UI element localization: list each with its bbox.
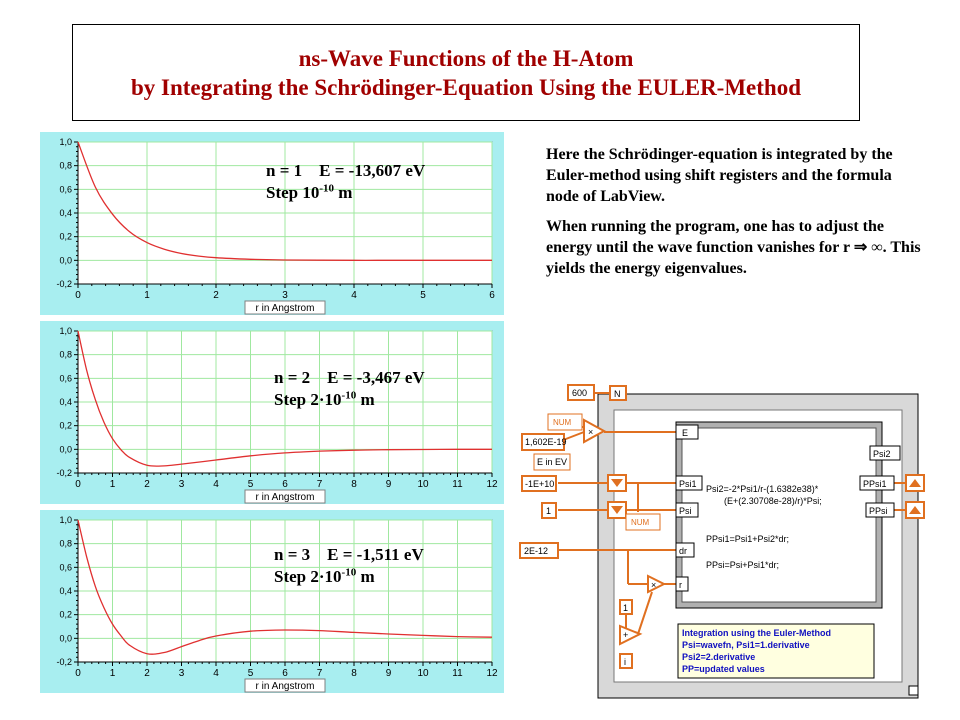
- add-node-text: +: [623, 630, 629, 640]
- x-tick-label: 4: [213, 668, 219, 679]
- labview-diagram: [518, 382, 928, 702]
- plot-n1-step-unit: m: [334, 183, 353, 202]
- y-tick-label: 0,6: [59, 373, 72, 384]
- y-tick-label: 0,4: [59, 208, 72, 218]
- psi1-constant-text: -1E+10: [525, 479, 555, 489]
- y-tick-label: 0,0: [59, 633, 72, 644]
- x-axis-label: r in Angstrom: [255, 492, 315, 503]
- y-tick-label: 0,4: [59, 586, 72, 596]
- x-tick-label: 10: [417, 668, 429, 679]
- plot-n2-label: [274, 367, 425, 411]
- iteration-terminal-text: i: [624, 657, 626, 667]
- title-box: [72, 24, 860, 121]
- x-tick-label: 12: [486, 668, 498, 679]
- y-tick-label: 0,4: [59, 397, 72, 407]
- y-tick-label: -0,2: [56, 279, 72, 289]
- y-tick-label: 0,6: [59, 562, 72, 573]
- formula-line-3: PPsi1=Psi1+Psi2*dr;: [706, 534, 790, 544]
- comment-line-2: Psi=wavefn, Psi1=1.derivative: [682, 640, 810, 650]
- y-tick-label: 1,0: [59, 515, 72, 525]
- ppsi1-output-terminal-text: PPsi1: [863, 479, 887, 489]
- y-tick-label: 0,0: [59, 444, 72, 455]
- psi2-output-terminal-text: Psi2: [873, 449, 891, 459]
- plot-n3-label: [274, 544, 424, 588]
- plot-n3-step-unit: m: [356, 567, 375, 586]
- plot-n3-svg: [40, 510, 504, 693]
- formula-line-4: PPsi=Psi+Psi1*dr;: [706, 560, 780, 570]
- x-tick-label: 0: [75, 290, 81, 301]
- x-tick-label: 2: [144, 479, 150, 490]
- plot-n2-step-unit: m: [356, 390, 375, 409]
- x-tick-label: 6: [282, 479, 288, 490]
- description-para-2: [546, 216, 926, 279]
- y-tick-label: 0,6: [59, 184, 72, 195]
- psi-input-terminal-text: Psi: [679, 506, 692, 516]
- x-tick-label: 8: [351, 668, 357, 679]
- r-input-terminal-text: r: [679, 580, 682, 590]
- comment-line-3: Psi2=2.derivative: [682, 652, 756, 662]
- e-in-ev-text: E in EV: [537, 457, 568, 467]
- plot-n1-energy: E = -13,607 eV: [319, 161, 426, 180]
- x-tick-label: 11: [452, 668, 463, 679]
- x-axis-label: r in Angstrom: [255, 303, 315, 314]
- x-tick-label: 11: [452, 479, 463, 490]
- x-tick-label: 1: [109, 479, 116, 490]
- psi-constant-text: 1: [546, 506, 552, 516]
- comment-line-1: Integration using the Euler-Method: [682, 628, 831, 638]
- multiply-node-r-text: ×: [651, 580, 657, 590]
- one-constant-text: 1: [623, 603, 629, 613]
- iteration-terminal[interactable]: [620, 654, 632, 668]
- x-axis-label: r in Angstrom: [255, 681, 315, 692]
- plot-n3-step: Step 2·10: [274, 567, 342, 586]
- plot-n1-label: [266, 160, 425, 204]
- plot-n1-step: Step 10: [266, 183, 320, 202]
- plot-n3-n: n = 3: [274, 545, 311, 564]
- plot-n3-energy: E = -1,511 eV: [327, 545, 424, 564]
- description-para-1: Here the Schrödinger-equation is integrated by the Euler-method using shift registers and the formula node of LabView.: [546, 146, 893, 205]
- num-indicator-2-text: NUM: [631, 518, 650, 527]
- y-tick-label: 1,0: [59, 326, 72, 336]
- ppsi-output-terminal-text: PPsi: [869, 506, 888, 516]
- x-tick-label: 9: [385, 479, 392, 490]
- comment-line-4: PP=updated values: [682, 664, 765, 674]
- x-tick-label: 8: [351, 479, 357, 490]
- x-tick-label: 5: [420, 290, 426, 301]
- plot-n3: [40, 510, 504, 693]
- x-tick-label: 12: [486, 479, 498, 490]
- dr-input-terminal-text: dr: [679, 546, 688, 556]
- r-input-terminal[interactable]: [676, 577, 688, 591]
- y-tick-label: 0,8: [59, 160, 72, 171]
- x-tick-label: 6: [489, 290, 495, 301]
- num-indicator-1-text: NUM: [553, 418, 572, 427]
- plot-n2-n: n = 2: [274, 368, 311, 387]
- y-tick-label: -0,2: [56, 468, 72, 478]
- x-tick-label: 0: [75, 668, 81, 679]
- description-para-2-suffix: . This yields the energy eigenvalues.: [546, 239, 921, 277]
- y-tick-label: 0,2: [59, 420, 72, 431]
- x-tick-label: 1: [144, 290, 150, 301]
- plot-n1-n: n = 1: [266, 161, 303, 180]
- y-tick-label: 1,0: [59, 137, 72, 147]
- x-tick-label: 6: [282, 668, 288, 679]
- y-tick-label: 0,8: [59, 538, 72, 549]
- plot-n3-step-exp: -10: [341, 566, 357, 579]
- x-tick-label: 3: [178, 668, 185, 679]
- y-tick-label: 0,2: [59, 609, 72, 620]
- description-para-2-prefix: When running the program, one has to adjust the energy until the wave function vanishes for r: [546, 218, 884, 256]
- y-tick-label: -0,2: [56, 657, 72, 667]
- psi1-input-terminal-text: Psi1: [679, 479, 697, 489]
- plot-n2-step: Step 2·10: [274, 390, 342, 409]
- x-tick-label: 4: [351, 290, 357, 301]
- x-tick-label: 2: [144, 668, 150, 679]
- plot-n2-energy: E = -3,467 eV: [327, 368, 425, 387]
- infinity-icon: ∞: [871, 239, 883, 256]
- x-tick-label: 5: [247, 668, 254, 679]
- x-tick-label: 0: [75, 479, 81, 490]
- n-terminal-text: N: [614, 389, 621, 399]
- y-tick-label: 0,0: [59, 255, 72, 266]
- x-tick-label: 3: [282, 290, 288, 301]
- plot-n1: [40, 132, 504, 315]
- x-tick-label: 4: [213, 479, 219, 490]
- n-constant-text: 600: [572, 388, 588, 398]
- plot-n2-step-exp: -10: [341, 389, 357, 402]
- formula-node-inner: [682, 428, 876, 602]
- x-tick-label: 3: [178, 479, 185, 490]
- labview-svg: [518, 382, 928, 702]
- plot-n2: [40, 321, 504, 504]
- x-tick-label: 5: [247, 479, 254, 490]
- y-tick-label: 0,2: [59, 231, 72, 242]
- dr-constant-text: 2E-12: [524, 546, 549, 556]
- x-tick-label: 9: [385, 668, 392, 679]
- x-tick-label: 7: [316, 668, 323, 679]
- multiply-node-text: ×: [588, 427, 594, 437]
- title-line-1: ns-Wave Functions of the H-Atom: [298, 45, 634, 71]
- title-line-2: by Integrating the Schrödinger-Equation Using the EULER-Method: [130, 74, 802, 100]
- implies-arrow-icon: ⇒: [853, 239, 868, 256]
- formula-line-2: (E+(2.30708e-28)/r)*Psi;: [724, 496, 822, 506]
- x-tick-label: 1: [109, 668, 116, 679]
- description: [546, 144, 926, 288]
- x-tick-label: 7: [316, 479, 323, 490]
- plot-n2-svg: [40, 321, 504, 504]
- e-constant-text: 1,602E-19: [525, 437, 567, 447]
- x-tick-label: 2: [213, 290, 219, 301]
- plot-n1-step-exp: -10: [319, 182, 335, 195]
- y-tick-label: 0,8: [59, 349, 72, 360]
- loop-resize-handle[interactable]: [909, 686, 918, 695]
- formula-line-1: Psi2=-2*Psi1/r-(1.6382e38)*: [706, 484, 819, 494]
- x-tick-label: 10: [417, 479, 429, 490]
- e-input-terminal-text: E: [682, 428, 689, 438]
